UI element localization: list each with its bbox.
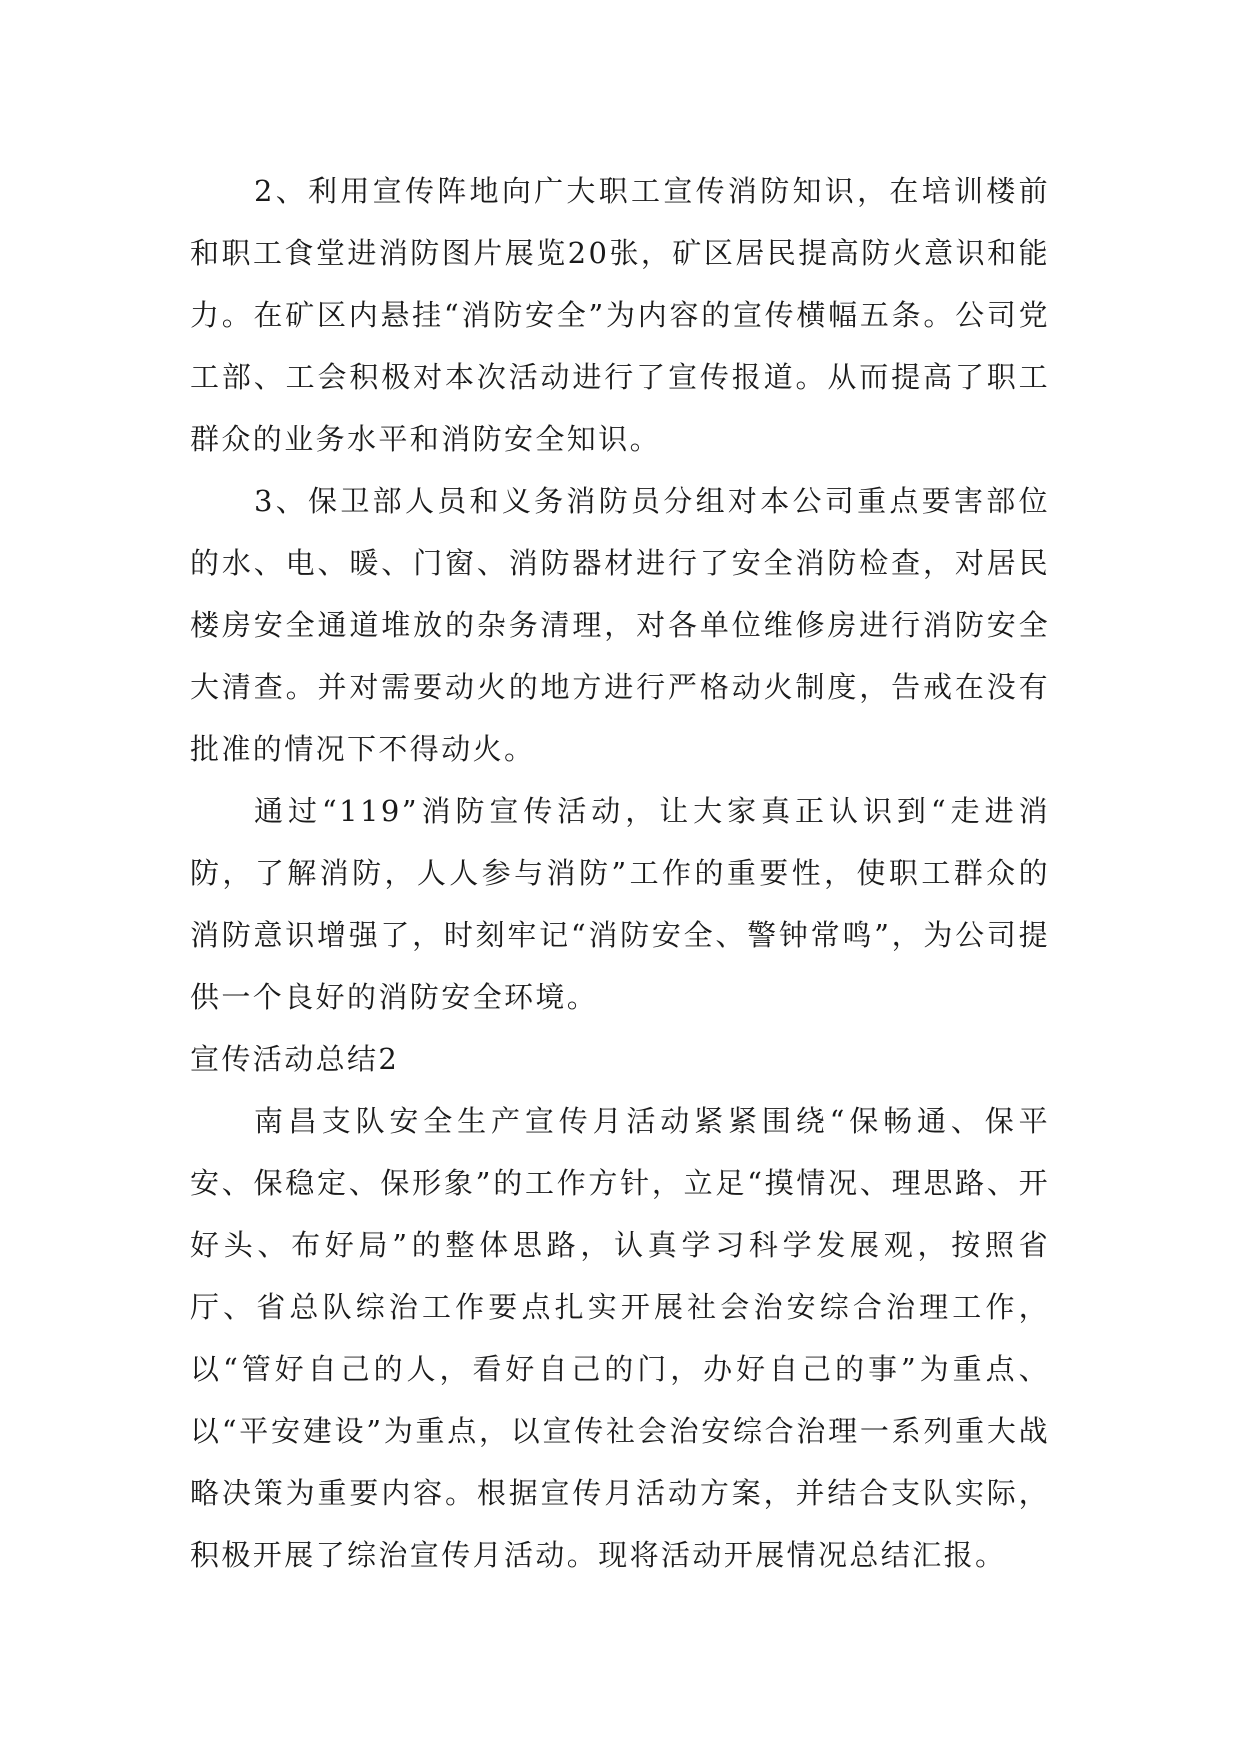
section-heading: 宣传活动总结2 [190, 1042, 400, 1076]
paragraph-nanchang: 南昌支队安全生产宣传月活动紧紧围绕“保畅通、保平安、保稳定、保形象”的工作方针，立足“摸情况、理思路、开好头、布好局”的整体思路，认真学习科学发展观，按照省厅、省总队综治工作要点扎实开展社会治安综合治理工作，以“管好自己的人，看好自己的门，办好自己的事”为重点、以“平安建设”为重点，以宣传社会治安综合治理一系列重大战略决策为重要内容。根据宣传月活动方案，并结合支队实际，积极开展了综治宣传月活动。现将活动开展情况总结汇报。 [190, 1104, 1050, 1572]
document-body [190, 160, 1050, 1586]
paragraph-conclusion: 通过“119”消防宣传活动，让大家真正认识到“走进消防，了解消防，人人参与消防”工作的重要性，使职工群众的消防意识增强了，时刻牢记“消防安全、警钟常鸣”，为公司提供一个良好的消防安全环境。 [190, 794, 1050, 1014]
paragraph-inspection: 3、保卫部人员和义务消防员分组对本公司重点要害部位的水、电、暖、门窗、消防器材进行了安全消防检查，对居民楼房安全通道堆放的杂务清理，对各单位维修房进行消防安全大清查。并对需要动火的地方进行严格动火制度，告戒在没有批准的情况下不得动火。 [190, 484, 1050, 766]
paragraph-publicity: 2、利用宣传阵地向广大职工宣传消防知识，在培训楼前和职工食堂进消防图片展览20张，矿区居民提高防火意识和能力。在矿区内悬挂“消防安全”为内容的宣传横幅五条。公司党工部、工会积极对本次活动进行了宣传报道。从而提高了职工群众的业务水平和消防安全知识。 [190, 174, 1050, 456]
